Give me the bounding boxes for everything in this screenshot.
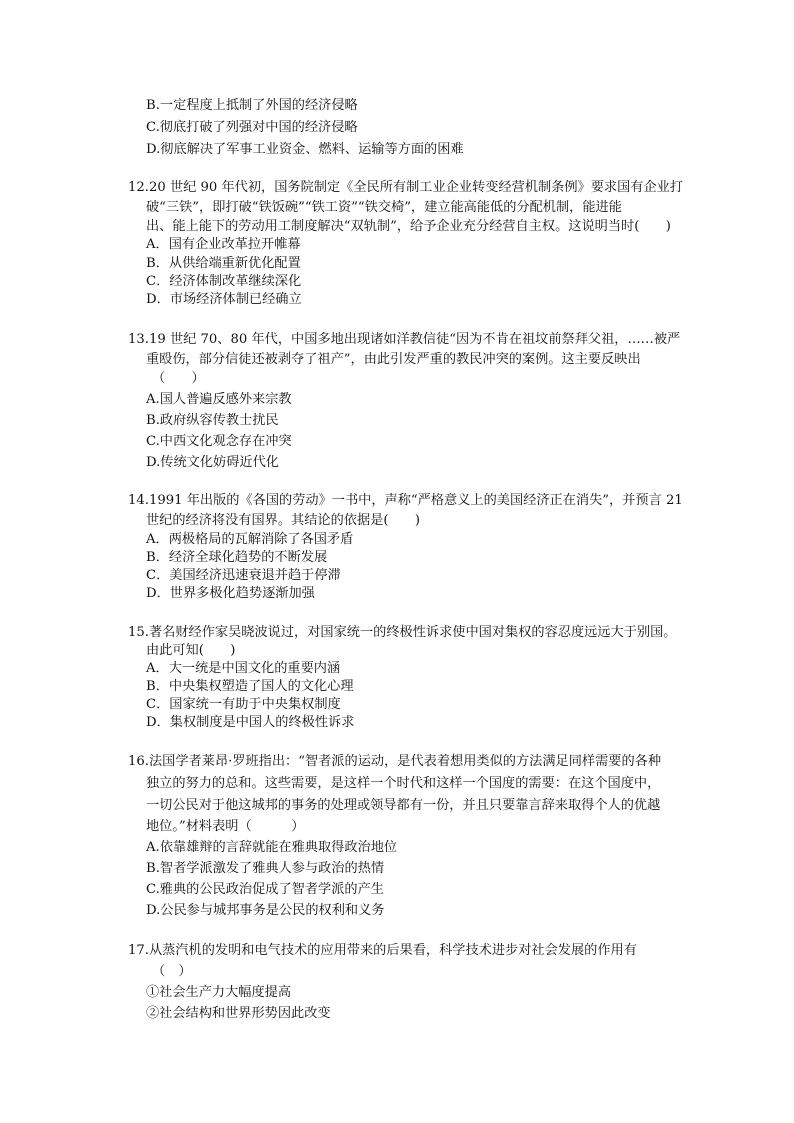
- answer-parentheses: （ ）: [152, 371, 205, 386]
- question-stem: 由此可知( ): [146, 643, 236, 658]
- question-stem: 13.19 世纪 70、80 年代，中国多地出现诸如洋教信徒“因为不肯在祖坟前祭拜父祖，……被严: [128, 332, 681, 347]
- option-d: D．集权制度是中国人的终极性诉求: [146, 715, 355, 730]
- question-stem: 地位。”材料表明（ ）: [146, 819, 305, 834]
- option-b: B．从供给端重新优化配置: [146, 256, 301, 271]
- option-c: C．国家统一有助于中央集权制度: [146, 697, 341, 712]
- option-c: C.中西文化观念存在冲突: [146, 434, 292, 449]
- option-a: A．国有企业改革拉开帷幕: [146, 237, 301, 252]
- statement-2: ②社会结构和世界形势因此改变: [146, 1006, 331, 1021]
- question-stem: 一切公民对于他这城邦的事务的处理或领导都有一份，并且只要靠言辞来取得个人的优越: [146, 798, 661, 813]
- option-b: B.一定程度上抵制了外国的经济侵略: [146, 98, 358, 113]
- question-stem: 14.1991 年出版的《各国的劳动》一书中，声称“严格意义上的美国经济正在消失”，并预言 21: [128, 493, 683, 508]
- option-c: C.雅典的公民政治促成了智者学派的产生: [146, 882, 384, 897]
- question-stem: 世纪的经济将没有国界。其结论的依据是( ): [146, 513, 421, 528]
- question-stem: 16.法国学者莱昂·罗班指出：“智者派的运动，是代表着想用类似的方法满足同样需要的各种: [128, 754, 662, 769]
- statement-1: ①社会生产力大幅度提高: [146, 985, 292, 1000]
- question-stem: 破“三铁”，即打破“铁饭碗”“铁工资”“铁交椅”，建立能高能低的分配机制，能进能: [146, 200, 622, 215]
- option-b: B.智者学派激发了雅典人参与政治的热情: [146, 861, 385, 876]
- option-a: A．大一统是中国文化的重要内涵: [146, 661, 341, 676]
- question-stem: 出、能上能下的劳动用工制度解决“双轨制”，给予企业充分经营自主权。这说明当时( ): [146, 219, 671, 234]
- option-d: D.传统文化妨碍近代化: [146, 455, 279, 470]
- option-d: D．市场经济体制已经确立: [146, 292, 302, 307]
- option-c: C.彻底打破了列强对中国的经济侵略: [146, 120, 358, 135]
- option-b: B.政府纵容传教士扰民: [146, 413, 279, 428]
- question-stem: 重殴伤，部分信徒还被剥夺了祖产”，由此引发严重的教民冲突的案例。这主要反映出: [146, 352, 641, 367]
- option-b: B．中央集权塑造了国人的文化心理: [146, 679, 354, 694]
- question-stem: 12.20 世纪 90 年代初，国务院制定《全民所有制工业企业转变经营机制条例》要求国有企业打: [128, 180, 684, 195]
- option-a: A．两极格局的瓦解消除了各国矛盾: [146, 532, 354, 547]
- question-stem: 17.从蒸汽机的发明和电气技术的应用带来的后果看，科学技术进步对社会发展的作用有: [128, 943, 637, 958]
- option-d: D．世界多极化趋势逐渐加强: [146, 586, 315, 601]
- answer-parentheses: （ ）: [152, 964, 192, 979]
- option-b: B．经济全球化趋势的不断发展: [146, 550, 328, 565]
- question-stem: 独立的努力的总和。这些需要，是这样一个时代和这样一个国度的需要：在这个国度中，: [146, 776, 661, 791]
- option-d: D.彻底解决了军事工业资金、燃料、运输等方面的困难: [146, 142, 464, 157]
- option-a: A.国人普遍反感外来宗教: [146, 392, 292, 407]
- option-c: C．美国经济迅速衰退并趋于停滞: [146, 568, 341, 583]
- question-stem: 15.著名财经作家吴晓波说过，对国家统一的终极性诉求使中国对集权的容忍度远远大于别国。: [128, 625, 677, 640]
- option-d: D.公民参与城邦事务是公民的权利和义务: [146, 903, 385, 918]
- option-c: C．经济体制改革继续深化: [146, 274, 302, 289]
- option-a: A.依靠雄辩的言辞就能在雅典取得政治地位: [146, 840, 398, 855]
